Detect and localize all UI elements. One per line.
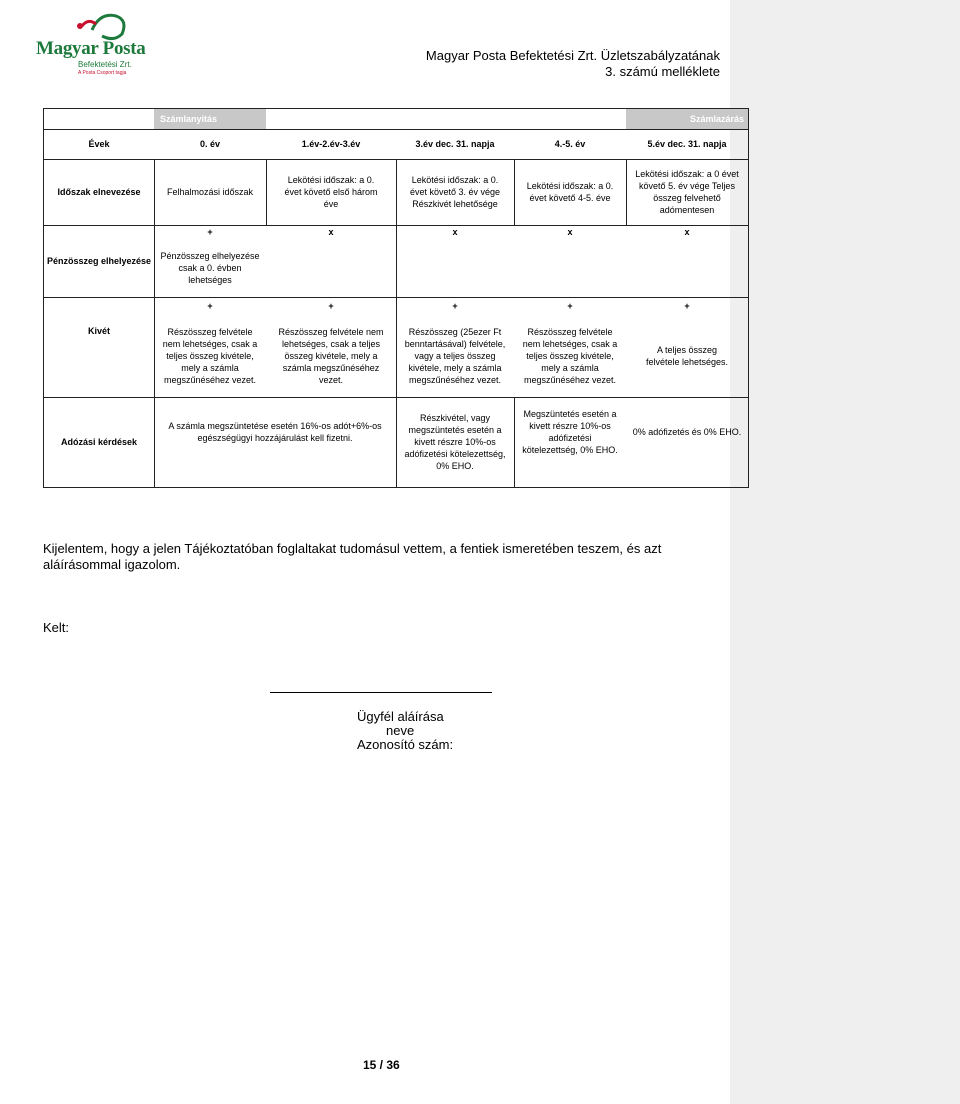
tax-cell-5: 0% adófizetés és 0% EHO. [632,427,742,437]
placement-cell-1: Pénzösszeg elhelyezése csak a 0. évben lehetséges [160,251,260,285]
withdrawal-mark-5: + [684,301,690,311]
tax-label: Adózási kérdések [60,437,138,447]
withdrawal-cell-2: Részösszeg felvétele nem lehetséges, csak a teljes összeg kivétele, mely a számla megszűnéséhez vezet. [278,327,384,385]
year-cell-4: 4.-5. év [554,139,586,149]
year-cell-3: 3.év dec. 31. napja [415,139,495,149]
placement-mark-5: x [684,227,690,237]
col-divider [514,159,515,225]
signature-block [357,710,453,752]
year-cell-1: 0. év [199,139,221,149]
withdrawal-mark-3: + [452,301,458,311]
withdrawal-mark-2: + [328,301,334,311]
period-cell-5: Lekötési időszak: a 0 évet követő 5. év vége Teljes összeg felvehető adómentesen [635,169,739,215]
year-cell-5: 5.év dec. 31. napja [647,139,727,149]
withdrawal-cell-3: Részösszeg (25ezer Ft benntartásával) felvétele, vagy a teljes összeg kivétele, mely a számla megszűnéséhez vezet. [404,327,506,385]
col-divider [626,159,627,225]
tax-cell-4: Megszüntetés esetén a kivett részre 10%-os adófizetési kötelezettség, 0% EHO. [522,409,618,455]
withdrawal-mark-4: + [567,301,573,311]
date-place-label: Kelt: [43,620,70,635]
name-label: neve [386,723,415,738]
col-divider [514,397,515,487]
logo-name: Magyar Posta [36,38,146,59]
logo-tagline: A Posta Csoport tagja [78,70,127,76]
account-lifecycle-table [43,108,749,488]
right-margin-pane [730,0,960,1104]
col-divider [396,159,397,487]
header-line-1: Magyar Posta Befektetési Zrt. Üzletszabályzatának [425,48,720,63]
period-cell-3: Lekötési időszak: a 0. évet követő 3. év vége Részkivét lehetősége [409,175,501,209]
withdrawal-cell-4: Részösszeg felvétele nem lehetséges, csak a teljes összeg kivétele, mely a számla megszűnéséhez vezet. [522,327,618,385]
tax-cell-1-2: A számla megszüntetése esetén 16%-os adót+6%-os egészségügyi hozzájárulást kell fizetni. [168,421,382,443]
withdrawal-cell-5: A teljes összeg felvétele lehetséges. [645,345,729,367]
document-header [426,48,720,80]
page-number: 15 / 36 [363,1058,400,1072]
placement-mark-4: x [567,227,573,237]
id-number-label: Azonosító szám: [357,737,454,752]
placement-mark-2: x [328,227,334,237]
signature-line [270,692,492,693]
header-line-2: 3. számú melléklete [605,64,720,79]
withdrawal-mark-1: + [207,301,213,311]
period-cell-4: Lekötési időszak: a 0. évet követő 4-5. éve [526,181,614,203]
withdrawal-label: Kivét [87,326,110,336]
bar-account-closing: Számlazárás [626,109,748,129]
period-label: Időszak elnevezése [57,187,141,197]
withdrawal-cell-1: Részösszeg felvétele nem lehetséges, csak a teljes összeg kivétele, mely a számla megszűnéséhez vezet. [162,327,258,385]
logo-subtitle: Befektetési Zrt. [78,60,132,69]
col-divider [266,159,267,225]
period-cell-2: Lekötési időszak: a 0. évet követő első három éve [284,175,378,209]
tax-cell-3: Részkivétel, vagy megszüntetés esetén a kivett részre 10%-os adófizetési kötelezettség, 0% EHO. [404,413,506,471]
placement-mark-3: x [452,227,458,237]
bar-account-opening: Számlanyitás [154,109,266,129]
placement-label: Pénzösszeg elhelyezése [46,256,152,266]
signature-label: Ügyfél aláírása [357,709,444,724]
period-cell-1: Felhalmozási időszak [166,187,254,197]
year-cell-2: 1.év-2.év-3.év [301,139,361,149]
years-label: Évek [88,139,110,149]
col-divider [154,159,155,487]
declaration-text: Kijelentem, hogy a jelen Tájékoztatóban foglaltakat tudomásul vettem, a fentiek ismeretében teszem, és azt aláírásommal igazolom. [43,541,662,572]
magyar-posta-logo [30,8,146,78]
placement-mark-1: + [207,227,213,237]
